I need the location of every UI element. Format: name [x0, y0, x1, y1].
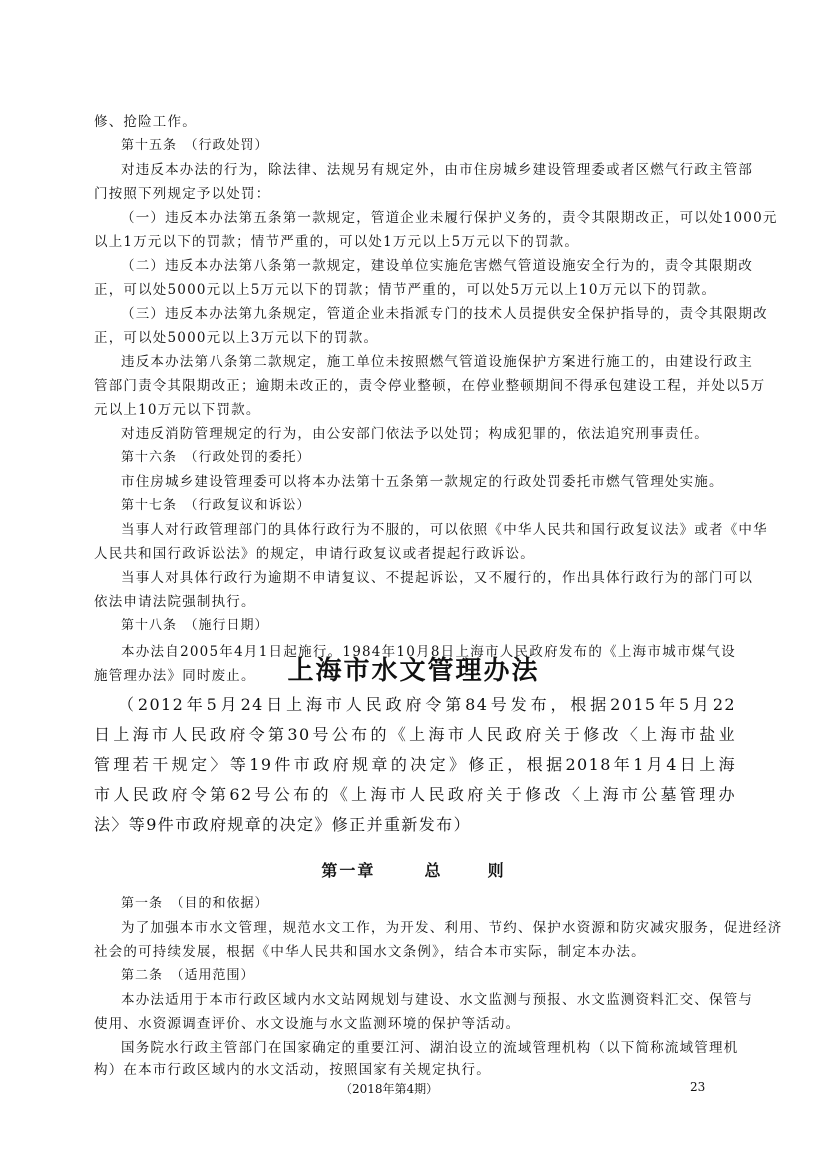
text-line: 正，可以处5000元以上5万元以下的罚款；情节严重的，可以处5万元以上10万元以下的罚款。 — [94, 282, 717, 298]
text-line: 使用、水资源调查评价、水文设施与水文监测环境的保护等活动。 — [94, 1016, 521, 1032]
promulgation-note-line: 日上海市人民政府令第30号公布的《上海市人民政府关于修改〈上海市盐业 — [94, 725, 736, 744]
text-line: 正，可以处5000元以上3万元以下的罚款。 — [94, 330, 379, 346]
page-number: 23 — [690, 1080, 706, 1094]
text-line: 当事人对行政管理部门的具体行政行为不服的，可以依照《中华人民共和国行政复议法》或者《中华 — [121, 522, 768, 538]
text-line: 施管理办法》同时废止。 — [94, 668, 256, 684]
article-heading: 第十七条 （行政复议和诉讼） — [121, 498, 311, 513]
text-line: 社会的可持续发展，根据《中华人民共和国水文条例》，结合本市实际，制定本办法。 — [94, 944, 646, 960]
chapter-number: 第一章 — [321, 861, 376, 880]
text-line: 市住房城乡建设管理委可以将本办法第十五条第一款规定的行政处罚委托市燃气管理处实施。 — [121, 474, 724, 490]
text-line: 构）在本市行政区域内的水文活动，按照国家有关规定执行。 — [94, 1062, 491, 1078]
text-line: 对违反本办法的行为，除法律、法规另有规定外，由市住房城乡建设管理委或者区燃气行政主管部 — [121, 162, 754, 178]
promulgation-note-line: 管理若干规定〉等19件市政府规章的决定》修正，根据2018年1月4日上海 — [94, 755, 736, 774]
promulgation-note-line: （2012年5月24日上海市人民政府令第84号发布，根据2015年5月22 — [118, 695, 736, 714]
text-line: （一）违反本办法第五条第一款规定，管道企业未履行保护义务的，责令其限期改正，可以处1000元 — [121, 210, 778, 226]
text-line: 以上1万元以下的罚款；情节严重的，可以处1万元以上5万元以下的罚款。 — [94, 234, 580, 250]
article-heading: 第十八条 （施行日期） — [121, 618, 269, 633]
text-line: 为了加强本市水文管理，规范水文工作，为开发、利用、节约、保护水资源和防灾减灾服务，促进经济 — [121, 920, 783, 936]
chapter-title-char: 则 — [487, 861, 506, 880]
text-line: 对违反消防管理规定的行为，由公安部门依法予以处罚；构成犯罪的，依法追究刑事责任。 — [121, 426, 709, 442]
text-line: 本办法自2005年4月1日起施行。1984年10月8日上海市人民政府发布的《上海市城市煤气设 — [121, 644, 736, 660]
text-line: 修、抢险工作。 — [94, 114, 197, 130]
text-line: 管部门责令其限期改正；逾期未改正的，责令停业整顿，在停业整顿期间不得承包建设工程，并处以5万 — [94, 378, 766, 394]
chapter-title-char: 总 — [424, 861, 443, 880]
text-line: 当事人对具体行政行为逾期不申请复议、不提起诉讼，又不履行的，作出具体行政行为的部门可以 — [121, 570, 754, 586]
promulgation-note-line: 法〉等9件市政府规章的决定》修正并重新发布） — [94, 815, 471, 834]
text-line: （三）违反本办法第九条规定，管道企业未指派专门的技术人员提供安全保护指导的，责令其限期改 — [121, 306, 768, 322]
issue-label: （2018年第4期） — [340, 1082, 439, 1096]
article-heading: 第一条 （目的和依据） — [121, 896, 269, 911]
text-line: 本办法适用于本市行政区域内水文站网规划与建设、水文监测与预报、水文监测资料汇交、保管与 — [121, 992, 754, 1008]
document-title — [0, 650, 827, 687]
text-line: （二）违反本办法第八条第一款规定，建设单位实施危害燃气管道设施安全行为的，责令其限期改 — [121, 258, 754, 274]
article-heading: 第十五条 （行政处罚） — [121, 138, 269, 153]
article-heading: 第十六条 （行政处罚的委托） — [121, 450, 311, 465]
article-heading: 第二条 （适用范围） — [121, 968, 255, 983]
text-line: 人民共和国行政诉讼法》的规定，申请行政复议或者提起行政诉讼。 — [94, 546, 535, 562]
text-line: 违反本办法第八条第二款规定，施工单位未按照燃气管道设施保护方案进行施工的，由建设行政主 — [121, 354, 754, 370]
text-line: 依法申请法院强制执行。 — [94, 594, 256, 610]
document-title-text: 上海市水文管理办法 — [287, 656, 540, 686]
text-line: 门按照下列规定予以处罚： — [94, 186, 271, 202]
promulgation-note-line: 市人民政府令第62号公布的《上海市人民政府关于修改〈上海市公墓管理办 — [94, 785, 736, 804]
text-line: 国务院水行政主管部门在国家确定的重要江河、湖泊设立的流域管理机构（以下简称流域管理机 — [121, 1040, 739, 1056]
text-line: 元以上10万元以下罚款。 — [94, 402, 261, 418]
chapter-heading — [0, 858, 827, 881]
